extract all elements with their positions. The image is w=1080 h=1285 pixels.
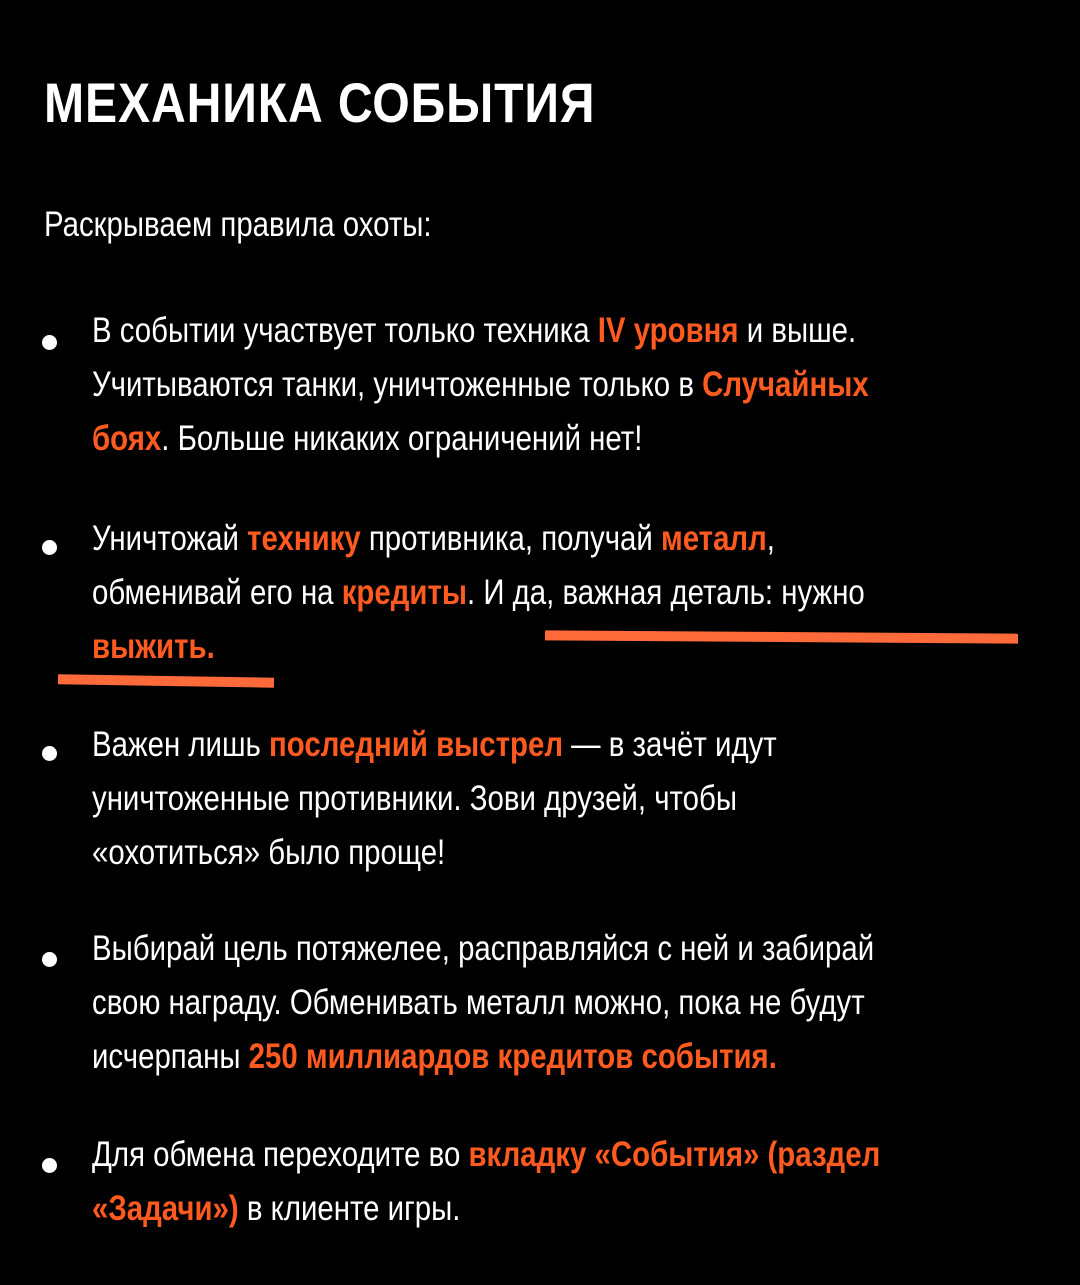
bullet-item (92, 922, 1016, 1084)
body-text: в клиенте игры. (238, 1189, 461, 1228)
bullet-line (92, 718, 1016, 772)
body-text: , (766, 519, 775, 558)
highlight-text: кредиты (341, 573, 467, 612)
body-text: обменивай его на (92, 573, 342, 612)
body-text: . Больше никаких ограничений нет! (161, 419, 643, 458)
bullet-line (92, 826, 1016, 880)
bullet-item (92, 1128, 1016, 1236)
highlight-text: металл (660, 519, 767, 558)
body-text: свою награду. Обменивать металл можно, пока не будут (92, 983, 865, 1022)
highlight-text: «Задачи») (92, 1189, 239, 1228)
bullet-item (92, 304, 1016, 466)
bullet-line (92, 922, 1016, 976)
highlight-text: Случайных (702, 365, 869, 404)
body-text: «охотиться» было проще! (92, 833, 446, 872)
body-text: Учитываются танки, уничтоженные только в (92, 365, 703, 404)
bullet-dot-icon (42, 540, 57, 555)
bullet-line (92, 1128, 1016, 1182)
bullet-line (92, 512, 1016, 566)
intro-text: Раскрываем правила охоты: (44, 205, 432, 244)
bullet-dot-icon (42, 1158, 57, 1173)
decorative-underline (58, 674, 274, 687)
body-text: — в зачёт идут (563, 725, 777, 764)
body-text: исчерпаны (92, 1037, 249, 1076)
body-text: Важен лишь (92, 725, 270, 764)
bullet-line (92, 620, 1016, 674)
body-text: Для обмена переходите во (92, 1135, 469, 1174)
page-title: МЕХАНИКА СОБЫТИЯ (44, 71, 596, 134)
bullet-dot-icon (42, 746, 57, 761)
highlight-text: боях (92, 419, 162, 458)
highlight-text: вкладку «События» (раздел (468, 1135, 881, 1174)
bullet-line (92, 304, 1016, 358)
bullet-line (92, 1182, 1016, 1236)
bullet-line (92, 358, 1016, 412)
highlight-text: 250 миллиардов кредитов события. (248, 1037, 777, 1076)
highlight-text: IV уровня (597, 311, 739, 350)
body-text: . И да, важная деталь: нужно (466, 573, 865, 612)
bullet-line (92, 772, 1016, 826)
body-text: и выше. (738, 311, 857, 350)
highlight-text: выжить. (92, 627, 215, 666)
body-text: Выбирай цель потяжелее, расправляйся с ней и забирай (92, 929, 875, 968)
bullet-item (92, 718, 1016, 880)
bullet-item (92, 512, 1016, 674)
body-text: противника, получай (360, 519, 661, 558)
bullet-line (92, 976, 1016, 1030)
body-text: уничтоженные противники. Зови друзей, чтобы (92, 779, 737, 818)
highlight-text: последний выстрел (269, 725, 564, 764)
bullet-dot-icon (42, 335, 57, 350)
bullet-line (92, 1030, 1016, 1084)
bullet-line (92, 566, 1016, 620)
body-text: Уничтожай (92, 519, 248, 558)
body-text: В событии участвует только техника (92, 311, 598, 350)
highlight-text: технику (247, 519, 361, 558)
bullet-dot-icon (42, 952, 57, 967)
bullet-line (92, 412, 1016, 466)
